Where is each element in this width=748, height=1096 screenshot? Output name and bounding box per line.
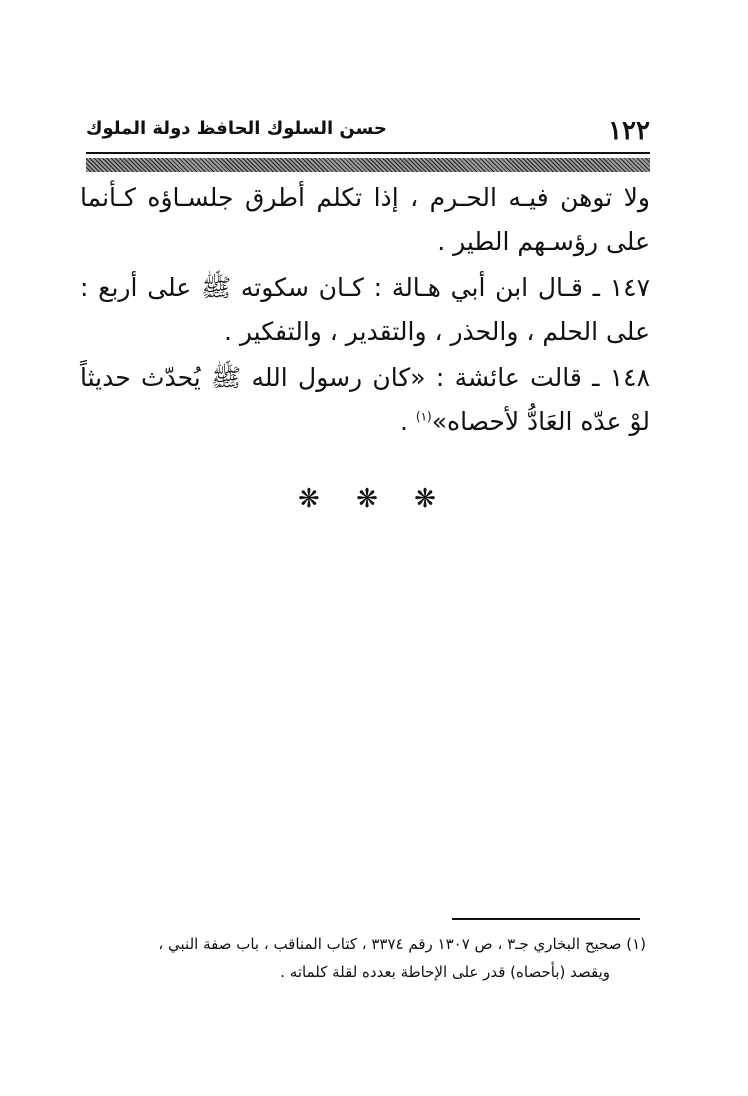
paragraph-tail: . [399,407,416,436]
footnote-reference: (١) [415,409,432,424]
section-separator: ❋ ❋ ❋ [298,484,450,514]
header-rule-patterned [86,158,650,172]
header-rule-thin [86,152,650,154]
paragraph-text: قالت عائشة : «كان رسول الله ﷺ يُحدّث حديثاً لوْ عدّه العَادُّ لأحصاه» [80,363,650,436]
page-header [86,118,650,152]
page-number: ١٢٢ [608,116,650,146]
body-text [80,176,650,446]
footnote-rule [452,918,640,920]
paragraph-continuation [80,176,650,264]
paragraph-148 [80,356,650,444]
paragraph-text: ولا توهن فيـه الحـرم ، إذا تكلم أطرق جلسـاؤه كـأنما على رؤسـهم الطير . [80,183,650,256]
paragraph-number: ١٤٨ ـ [581,363,651,392]
paragraph-147 [80,266,650,354]
footnote-line: (١) صحيح البخاري جـ٣ ، ص ١٣٠٧ رقم ٣٣٧٤ ، كتاب المناقب ، باب صفة النبي ، [158,935,646,953]
footnotes [80,930,646,986]
running-title: حسن السلوك الحافظ دولة الملوك [86,118,387,139]
paragraph-text: قـال ابن أبي هـالة : كـان سكوته ﷺ على أربع : على الحلم ، والحذر ، والتقدير ، والتفكير . [80,273,650,346]
paragraph-number: ١٤٧ ـ [582,273,651,302]
footnote-line: ويقصد (بأحصاه) قدر على الإحاطة بعدده لقلة كلماته . [280,963,610,981]
